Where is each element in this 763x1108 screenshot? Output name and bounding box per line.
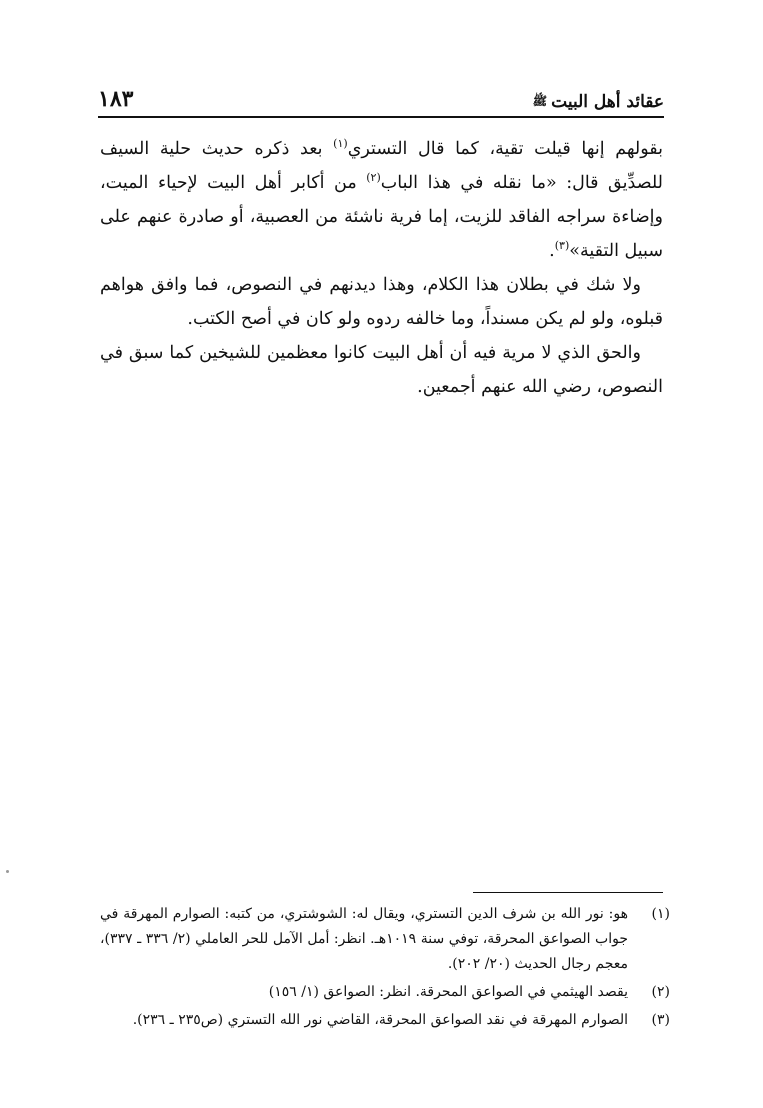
main-text xyxy=(100,132,663,404)
footnote-number: (٢) xyxy=(651,984,670,1000)
footnote-text: هو: نور الله بن شرف الدين التستري، ويقال له: الشوشتري، من كتبه: الصوارم المهرقة في جواب الصواعق المحرقة، توفي سنة ١٠١٩هـ. انظر: أمل الآمل للحر العاملي (٢/ ٣٣٦ ـ ٣٣٧)، معجم رجال الحديث (٢٠/ ٢٠٢). xyxy=(100,906,629,972)
footnote-ref-3: (٣) xyxy=(554,239,570,253)
honorific-symbol: ﷺ xyxy=(532,93,548,108)
footnote-text: الصوارم المهرقة في نقد الصواعق المحرقة، القاضي نور الله التستري (ص٢٣٥ ـ ٢٣٦). xyxy=(132,1012,628,1028)
page-number: ١٨٣ xyxy=(98,86,134,112)
paragraph-1 xyxy=(100,132,663,268)
footnote-ref-1: (١) xyxy=(333,137,348,151)
footnote xyxy=(100,1008,670,1033)
page-header xyxy=(98,78,664,118)
running-title-text: عقائد أهل البيت xyxy=(551,92,664,112)
footnote-text: يقصد الهيثمي في الصواعق المحرقة. انظر: الصواعق (١/ ١٥٦) xyxy=(268,984,628,1000)
footnote-number: (١) xyxy=(651,906,670,922)
footnote-ref-2: (٢) xyxy=(366,171,381,185)
footnote-separator xyxy=(473,892,663,893)
paragraph-2: ولا شك في بطلان هذا الكلام، وهذا ديدنهم في النصوص، فما وافق هواهم قبلوه، ولو لم يكن مسنداً، وما خالفه ردوه ولو كان في أصح الكتب. xyxy=(100,275,663,329)
paragraph-3: والحق الذي لا مرية فيه أن أهل البيت كانوا معظمين للشيخين كما سبق في النصوص، رضي الله عنهم أجمعين. xyxy=(100,343,663,397)
p1-end: . xyxy=(549,241,555,261)
p1-text-c: من أكابر أهل البيت لإحياء الميت، وإضاءة سراجه الفاقد للزيت، إما فرية ناشئة من العصبية، أو صادرة عنهم على سبيل التقية» xyxy=(100,173,663,261)
p1-text-b: بعد ذكره حديث حلية السيف للصدِّيق قال: «ما نقله في هذا الباب xyxy=(100,139,663,193)
footnote-number: (٣) xyxy=(651,1012,670,1028)
p1-text-a: بقولهم إنها قيلت تقية، كما قال التستري xyxy=(347,139,664,159)
running-title xyxy=(533,92,664,112)
footnotes xyxy=(100,902,670,1036)
footnote xyxy=(100,980,670,1005)
scan-speck xyxy=(6,870,9,873)
footnote xyxy=(100,902,670,977)
